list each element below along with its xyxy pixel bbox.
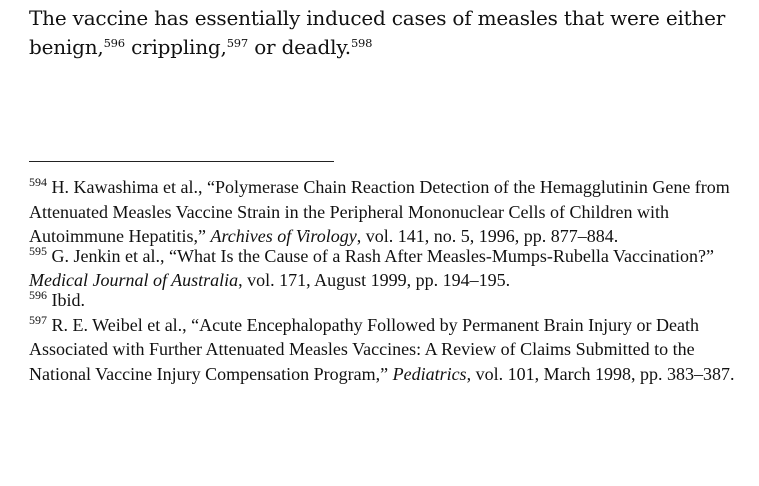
footnote-ref-598[interactable]: 598	[350, 36, 373, 50]
footnote-citation: R. E. Weibel et al., “Acute Encephalopathy Followed by Permanent Brain Injury or Death Associated with Further Attenuated Measles Vaccines: A Review of Claims Submitted to the National Vaccine Injury Compensation Program,”	[29, 314, 700, 384]
body-text-deadly: or deadly.	[248, 35, 351, 59]
footnote-journal: Archives of Virology	[210, 226, 357, 247]
footnote-citation: Ibid.	[47, 289, 85, 310]
footnote-details: , vol. 101, March 1998, pp. 383–387.	[466, 363, 735, 384]
body-text-crippling: crippling,	[124, 35, 227, 59]
footnote-ref-597[interactable]: 597	[226, 36, 249, 50]
footnote-citation: G. Jenkin et al., “What Is the Cause of a Rash After Measles-Mumps-Rubella Vaccination?”	[47, 245, 714, 266]
footnote-595	[29, 244, 754, 293]
footnote-597	[29, 313, 754, 387]
footnote-ref-596[interactable]: 596	[103, 36, 125, 50]
footnote-number: 594	[29, 175, 47, 189]
footnote-details: , vol. 141, no. 5, 1996, pp. 877–884.	[356, 226, 619, 247]
footnote-number: 596	[29, 287, 47, 302]
body-text-line-1: The vaccine has essentially induced cases of measles that were either	[29, 6, 726, 30]
footnote-number: 595	[29, 243, 47, 258]
footnote-citation: H. Kawashima et al., “Polymerase Chain Reaction Detection of the Hemagglutinin Gene from Attenuated Measles Vaccine Strain in the Peripheral Mononuclear Cells of Children with Autoimmune Hepatitis,”	[29, 177, 730, 247]
body-paragraph	[29, 4, 749, 62]
footnotes-section	[29, 175, 754, 386]
footnote-594	[29, 175, 754, 249]
footnote-details: , vol. 171, August 1999, pp. 194–195.	[238, 270, 511, 291]
body-text-benign: benign,	[29, 35, 104, 59]
footnote-number: 597	[29, 312, 47, 327]
footnote-separator	[29, 161, 334, 162]
footnote-journal: Medical Journal of Australia	[29, 270, 239, 291]
footnote-journal: Pediatrics	[392, 363, 467, 384]
